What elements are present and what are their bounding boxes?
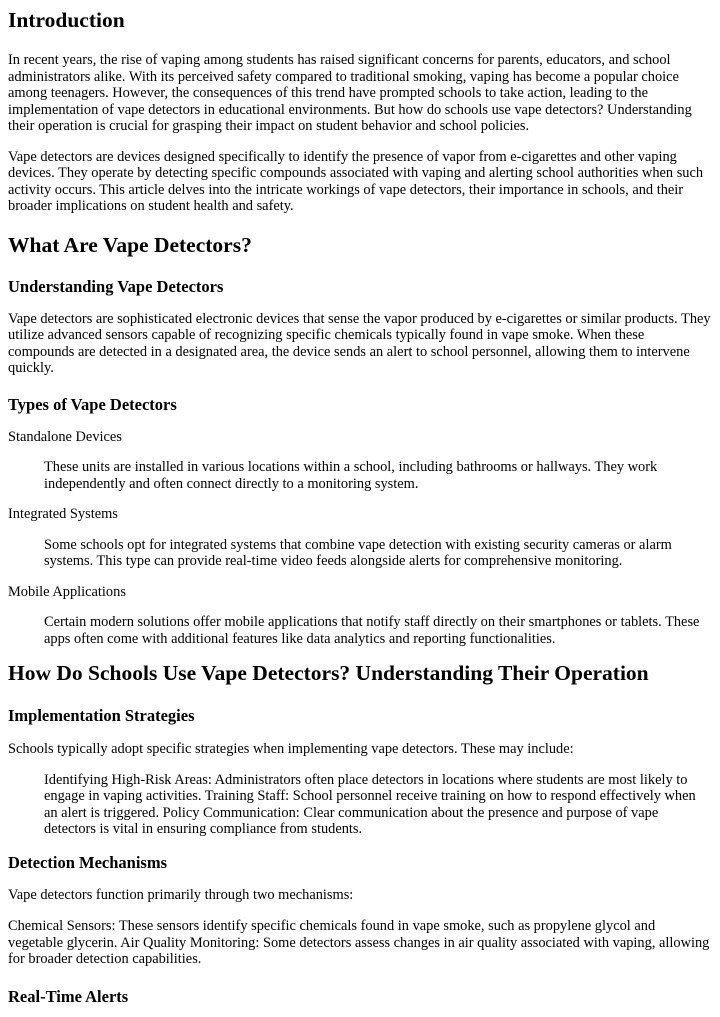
what-are-vape-detectors-heading: What Are Vape Detectors? [8, 232, 252, 257]
implementation-strategies-heading: Implementation Strategies [8, 706, 195, 725]
implementation-detail: Identifying High-Risk Areas: Administrators often place detectors in locations where students are most likely to engage in vaping activities. Training Staff: School personnel receive training on how to respond effectively when an alert is triggered. Policy Communication: Clear communication about the presence and purpose of vape detectors is vital in ensuring compliance from students. [44, 771, 696, 837]
real-time-alerts-heading: Real-Time Alerts [8, 986, 129, 1006]
article [0, 8, 720, 1006]
introduction-heading: Introduction [8, 8, 125, 32]
understanding-vape-detectors-heading: Understanding Vape Detectors [8, 276, 224, 296]
types-definition-list [8, 429, 712, 648]
how-do-schools-use-vape-detectors-heading: How Do Schools Use Vape Detectors? Understanding Their Operation [8, 661, 649, 685]
type-description: Certain modern solutions offer mobile applications that notify staff directly on their smartphones or tablets. These apps often come with additional features like data analytics and reporting functionalities. [44, 614, 700, 647]
introduction-paragraph: Vape detectors are devices designed specifically to identify the presence of vapor from e-cigarettes and other vaping devices. They operate by detecting specific compounds associated with vaping and alerting school authorities when such activity occurs. This article delves into the intricate workings of vape detectors, their importance in schools, and their broader implications on student health and safety. [8, 148, 704, 214]
type-term: Standalone Devices [8, 428, 122, 445]
understanding-paragraph: Vape detectors are sophisticated electronic devices that sense the vapor produced by e-cigarettes or similar products. They utilize advanced sensors capable of recognizing specific chemicals typically found in vape smoke. When these compounds are detected in a designated area, the device sends an alert to school personnel, allowing them to intervene quickly. [8, 310, 711, 376]
implementation-list [8, 772, 712, 838]
type-description: These units are installed in various locations within a school, including bathrooms or hallways. They work independently and often connect directly to a monitoring system. [44, 459, 658, 492]
detection-intro: Vape detectors function primarily through two mechanisms: [8, 886, 354, 903]
type-term: Mobile Applications [8, 583, 126, 600]
implementation-intro: Schools typically adopt specific strategies when implementing vape detectors. These may include: [8, 741, 574, 757]
types-of-vape-detectors-heading: Types of Vape Detectors [8, 394, 177, 414]
detection-body: Chemical Sensors: These sensors identify specific chemicals found in vape smoke, such as propylene glycol and vegetable glycerin. Air Quality Monitoring: Some detectors assess changes in air quality associated with vaping, allowing for broader detection capabilities. [8, 918, 710, 967]
type-term: Integrated Systems [8, 506, 118, 522]
type-description: Some schools opt for integrated systems that combine vape detection with existing security cameras or alarm systems. This type can provide real-time video feeds alongside alerts for comprehensive monitoring. [44, 536, 672, 569]
detection-mechanisms-heading: Detection Mechanisms [8, 852, 168, 872]
introduction-paragraph: In recent years, the rise of vaping among students has raised significant concerns for parents, educators, and school administrators alike. With its perceived safety compared to traditional smoking, vaping has become a popular choice among teenagers. However, the consequences of this trend have prompted schools to take action, leading to the implementation of vape detectors in educational environments. But how do schools use vape detectors? Understanding their operation is crucial for grasping their impact on student behavior and school policies. [8, 52, 692, 134]
